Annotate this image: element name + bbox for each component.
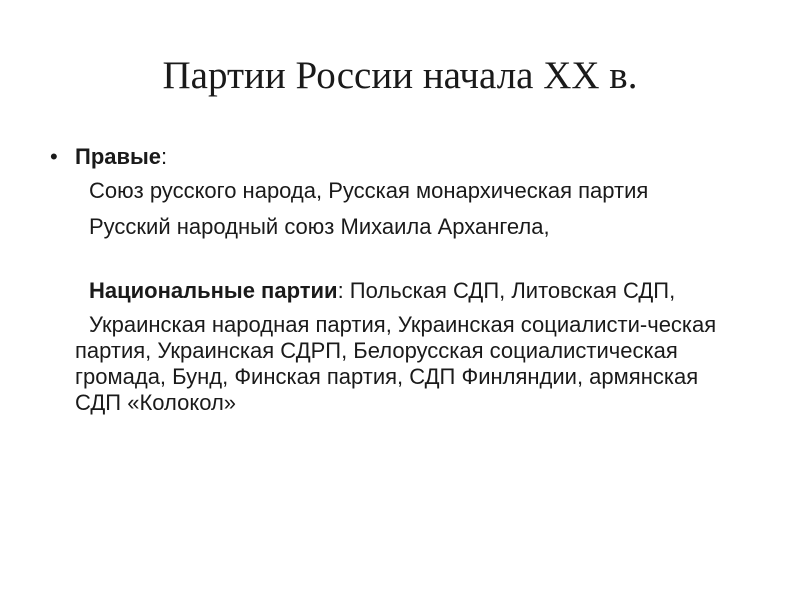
right-parties-colon: : — [161, 144, 168, 169]
right-parties-line-2 — [50, 214, 750, 240]
national-parties-text: Польская СДП, Литовская СДП, — [343, 278, 676, 303]
ukrainian-parties-text: Украинская народная партия, Украинская социалисти-ческая партия, Украинская СДРП, Белорусская социалистическая громада, Бунд, Финская партия, СДП Финляндии, армянская СДП «Колокол» — [75, 312, 717, 415]
ukrainian-parties-paragraph — [50, 312, 750, 416]
right-parties-heading: Правые — [75, 144, 162, 169]
right-parties-line-1-text: Союз русского народа, Русская монархическая партия — [89, 178, 649, 203]
national-parties-heading: Национальные партии — [89, 278, 338, 303]
slide-content — [50, 144, 750, 416]
national-parties-paragraph — [50, 278, 750, 304]
national-parties-colon: : — [337, 278, 344, 303]
right-parties-line-2-text: Русский народный союз Михаила Архангела, — [89, 214, 550, 239]
slide-title: Партии России начала XX в. — [162, 54, 638, 97]
right-parties-line-1 — [50, 178, 750, 204]
bullet-icon: • — [50, 144, 58, 169]
bullet-item-right-parties — [50, 144, 750, 170]
